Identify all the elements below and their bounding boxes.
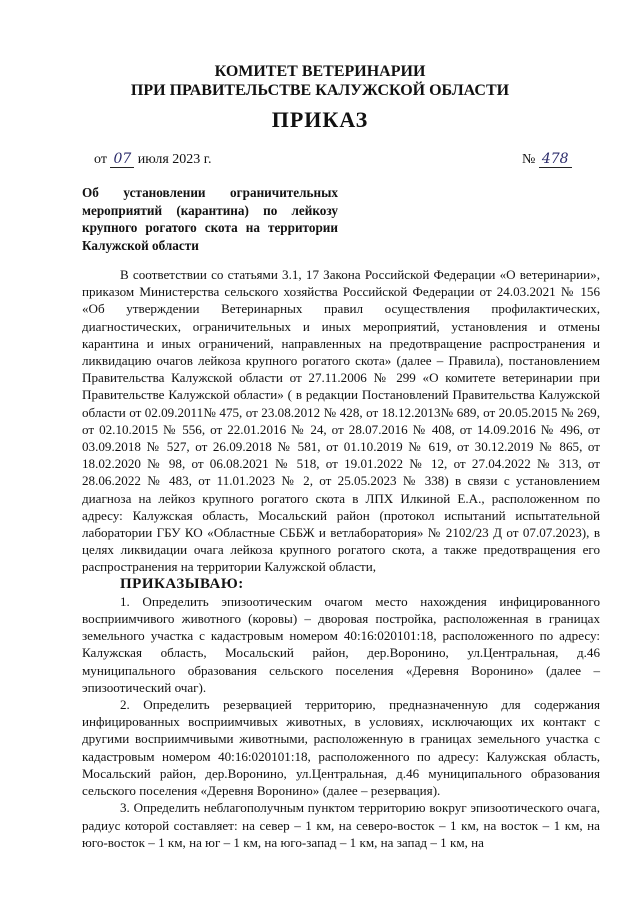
document-number [522,150,572,169]
order-item-1: 1. Определить эпизоотическим очагом место нахождения инфицированного восприимчивого животного (коровы) – дворовая постройка, расположенная в границах земельного участка с кадастровым номером 40:16:020101:18, расположенного по адресу: Калужская область, Мосальский район, дер.Воронино, ул.Центральная, д.46 муниципального образования сельского поселения «Деревня Воронино» (далее – эпизоотический очаг). [82,593,600,695]
committee-name-line2: ПРИ ПРАВИТЕЛЬСТВЕ КАЛУЖСКОЙ ОБЛАСТИ [130,82,510,99]
number-handwritten: 478 [539,151,572,168]
document-type-title: ПРИКАЗ [271,107,369,132]
document-date [94,150,211,169]
date-suffix: июля 2023 г. [137,152,212,167]
document-subject: Об установлении ограничительных мероприятий (карантина) по лейкозу крупного рогатого скота на территории Калужской области [82,185,338,253]
document-body [82,266,600,851]
date-day-handwritten: 07 [110,151,134,168]
committee-name-line1: КОМИТЕТ ВЕТЕРИНАРИИ [214,63,426,80]
order-item-2: 2. Определить резервацией территорию, предназначенную для содержания инфицированных восприимчивых животных, в условиях, исключающих их контакт с другими восприимчивыми животными, расположенную в границах земельного участка с кадастровым номером 40:16:020101:18, расположенного по адресу: Калужская область, Мосальский район, дер.Воронино, ул.Центральная, д.46 муниципального образования сельского поселения «Деревня Воронино» (далее – резервация). [82,697,600,799]
order-heading: ПРИКАЗЫВАЮ: [120,575,244,592]
preamble-paragraph: В соответствии со статьями 3.1, 17 Закона Российской Федерации «О ветеринарии», приказом Министерства сельского хозяйства Российской Федерации от 24.03.2021 № 156 «Об утверждении Ветеринарных правил осуществления профилактических, диагностических, ограничительных и иных мероприятий, установления и отмены карантина и иных ограничений, направленных на предотвращение распространения и ликвидацию очагов лейкоза крупного рогатого скота» (далее – Правила), постановлением Правительства Калужской области от 27.11.2006 № 299 «О комитете ветеринарии при Правительстве Калужской области» ( в редакции Постановлений Правительства Калужской области от 02.09.2011№ 475, от 23.08.2012 № 428, от 18.12.2013№ 689, от 20.05.2015 № 269, от 02.10.2015 № 556, от 22.01.2016 № 24, от 28.07.2016 № 408, от 14.09.2016 № 496, от 03.09.2018 № 527, от 26.09.2018 № 581, от 01.10.2019 № 619, от 30.12.2019 № 865, от 18.02.2020 № 98, от 06.08.2021 № 518, от 19.01.2022 № 12, от 27.04.2022 № 313, от 28.06.2022 № 483, от 11.01.2023 № 2, от 25.05.2023 № 338) в связи с установлением диагноза на лейкоз крупного рогатого скота в ЛПХ Илкиной Е.А., расположенном по адресу: Калужская область, Мосальский район (протокол испытаний испытательной лаборатории ГБУ КО «Областные СББЖ и ветлаборатория» № 2102/23 Д от 07.07.2023), в целях ликвидации очага лейкоза крупного рогатого скота, а также предотвращения его распространения на территории Калужской области, [82,267,600,575]
number-prefix: № [522,152,536,167]
order-item-3: 3. Определить неблагополучным пунктом территорию вокруг эпизоотического очага, радиус которой составляет: на север – 1 км, на северо-восток – 1 км, на восток – 1 км, на юго-восток – 1 км, на юг – 1 км, на юго-запад – 1 км, на запад – 1 км, на [82,800,600,850]
date-prefix: от [94,152,107,167]
